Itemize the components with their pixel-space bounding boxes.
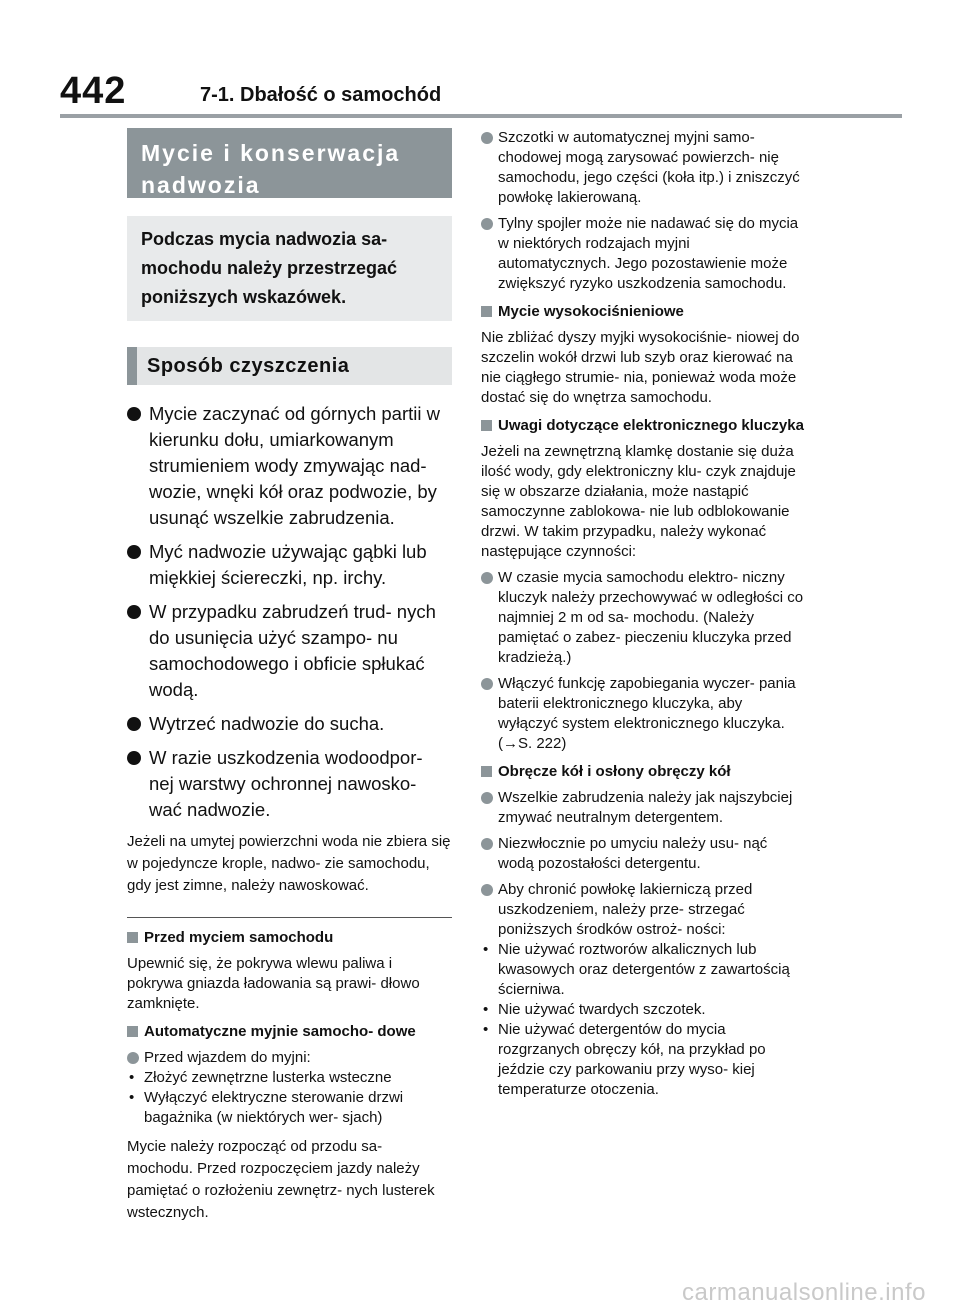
list-item: Mycie zaczynać od górnych partii w kierunku dołu, umiarkowanym strumieniem wody zmywając nad- wozie, wnęki kół oraz podwozie, by usunąć wszelkie zabrudzenia. xyxy=(127,401,452,531)
bullet-dot-icon xyxy=(481,678,493,690)
list-item: Wytrzeć nadwozie do sucha. xyxy=(127,711,452,737)
bullet-dot-icon xyxy=(481,838,493,850)
list-item: Niezwłocznie po umyciu należy usu- nąć wodą pozostałości detergentu. xyxy=(481,834,806,874)
bullet-dot-icon xyxy=(127,605,141,619)
header-divider xyxy=(60,114,902,118)
heading-wheels: Obręcze kół i osłony obręczy kół xyxy=(481,762,806,782)
bullet-item: • Złożyć zewnętrzne lusterka wsteczne xyxy=(129,1069,392,1086)
bullet-dot-icon xyxy=(127,545,141,559)
bullet-dot-icon xyxy=(481,572,493,584)
wax-note: Jeżeli na umytej powierzchni woda nie zbiera się w pojedyncze krople, nadwo- zie samochodu, gdy jest zimne, należy nawoskować. xyxy=(127,833,451,894)
cleaning-steps-list xyxy=(127,401,452,823)
heading-key-notes: Uwagi dotyczące elektronicznego kluczyka xyxy=(481,416,806,436)
section-divider xyxy=(127,917,452,918)
bullet-item: • Nie używać roztworów alkalicznych lub kwasowych oraz detergentów z zawartością ścierniwa. xyxy=(483,941,790,998)
list-item: W przypadku zabrudzeń trud- nych do usunięcia użyć szampo- nu samochodowego i obficie spłukać wodą. xyxy=(127,599,452,703)
bullet-dot-icon xyxy=(127,717,141,731)
list-item: Aby chronić powłokę lakierniczą przed uszkodzeniem, należy prze- strzegać poniższych środków ostroż- ności: xyxy=(481,880,806,940)
bullet-item: • Wyłączyć elektryczne sterowanie drzwi bagażnika (w niektórych wer- sjach) xyxy=(129,1089,404,1126)
square-bullet-icon xyxy=(481,766,492,777)
key-notes-text: Jeżeli na zewnętrzną klamkę dostanie się duża ilość wody, gdy elektroniczny klu- czyk znajduje się w obszarze działania, może nastąpić samoczynne zablokowa- nie lub odblokowanie drzwi. W takim przypadku, należy wykonać następujące czynności: xyxy=(481,443,796,560)
square-bullet-icon xyxy=(127,1026,138,1037)
topic-title: Mycie i konserwacja nadwozia xyxy=(127,128,452,198)
intro-box: Podczas mycia nadwozia sa- mochodu należy przestrzegać poniższych wskazówek. xyxy=(127,216,452,321)
square-bullet-icon xyxy=(481,306,492,317)
watermark: carmanualsonline.info xyxy=(682,1279,926,1306)
bullet-item: • Nie używać detergentów do mycia rozgrzanych obręczy kół, na przykład po jeździe czy parkowaniu przy wyso- kiej temperaturze otoczenia. xyxy=(483,1021,766,1098)
square-bullet-icon xyxy=(481,420,492,431)
bullet-dot-icon xyxy=(127,751,141,765)
bullet-item: • Nie używać twardych szczotek. xyxy=(483,1001,706,1018)
list-item: Przed wjazdem do myjni: xyxy=(127,1048,452,1068)
bullet-dot-icon xyxy=(127,407,141,421)
list-item: Szczotki w automatycznej myjni samo- chodowej mogą zarysować powierzch- nię samochodu, jego części (koła itp.) i zniszczyć powłokę lakierowaną. xyxy=(481,128,806,208)
heading-high-pressure: Mycie wysokociśnieniowe xyxy=(481,302,806,322)
subsection-title: Sposób czyszczenia xyxy=(127,347,452,385)
page-number: 442 xyxy=(60,70,127,112)
left-column xyxy=(127,128,452,1224)
bullet-dot-icon xyxy=(481,884,493,896)
list-item: Włączyć funkcję zapobiegania wyczer- pania baterii elektronicznego kluczyka, aby wyłączyć system elektronicznego kluczyka. (→S. 222) xyxy=(481,674,806,754)
bullet-dot-icon xyxy=(481,132,493,144)
before-wash-text: Upewnić się, że pokrywa wlewu paliwa i pokrywa gniazda ładowania są prawi- dłowo zamknięte. xyxy=(127,955,420,1012)
page-header xyxy=(60,70,902,114)
list-item: W czasie mycia samochodu elektro- niczny kluczyk należy przechowywać w odległości co najmniej 2 m od sa- mochodu. (Należy pamiętać o zabez- pieczeniu kluczyka przed kradzieżą.) xyxy=(481,568,806,668)
auto-wash-text: Mycie należy rozpocząć od przodu sa- mochodu. Przed rozpoczęciem jazdy należy pamiętać o rozłożeniu zewnętrz- nych lusterek wstecznych. xyxy=(127,1138,435,1221)
bullet-dot-icon xyxy=(481,218,493,230)
list-item: Tylny spojler może nie nadawać się do mycia w niektórych rodzajach myjni automatycznych. Jego pozostawienie może zwiększyć ryzyko uszkodzenia samochodu. xyxy=(481,214,806,294)
bullet-dot-icon xyxy=(481,792,493,804)
list-item: W razie uszkodzenia wodoodpor- nej warstwy ochronnej nawosko- wać nadwozie. xyxy=(127,745,452,823)
right-column xyxy=(481,128,806,1100)
heading-auto-wash: Automatyczne myjnie samocho- dowe xyxy=(127,1022,452,1042)
square-bullet-icon xyxy=(127,932,138,943)
heading-before-wash: Przed myciem samochodu xyxy=(127,928,452,948)
section-title: 7-1. Dbałość o samochód xyxy=(200,84,442,106)
bullet-dot-icon xyxy=(127,1052,139,1064)
list-item: Wszelkie zabrudzenia należy jak najszybciej zmywać neutralnym detergentem. xyxy=(481,788,806,828)
high-pressure-text: Nie zbliżać dyszy myjki wysokociśnie- niowej do szczelin wokół drzwi lub szyb oraz kierować na nie ciągłego strumie- nia, ponieważ woda może dostać się do wnętrza samochodu. xyxy=(481,329,800,406)
list-item: Myć nadwozie używając gąbki lub miękkiej ściereczki, np. irchy. xyxy=(127,539,452,591)
